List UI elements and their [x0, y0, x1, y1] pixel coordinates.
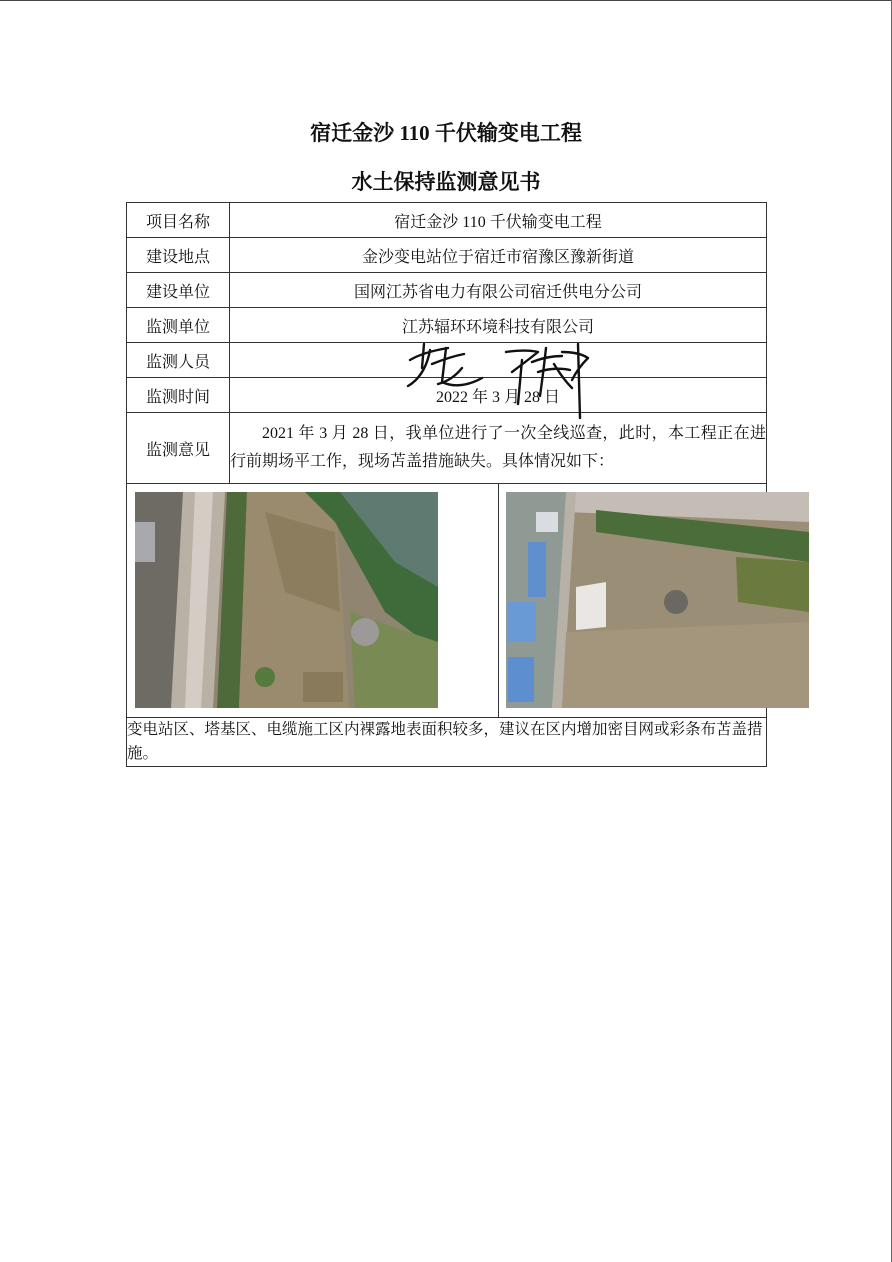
field-label: 项目名称 [127, 203, 230, 238]
aerial-photo-road-trees-bare-land [135, 492, 438, 708]
document-title: 宿迁金沙 110 千伏输变电工程 [310, 121, 582, 145]
form-row-construction-unit [127, 273, 767, 308]
handwritten-signature [402, 338, 602, 424]
monitoring-date-value: 2022 年 3 月 28 日 [230, 378, 767, 413]
form-row-summary [127, 718, 767, 767]
field-label: 建设地点 [127, 238, 230, 273]
field-label: 监测意见 [127, 413, 230, 484]
field-label: 建设单位 [127, 273, 230, 308]
monitoring-opinion-form [126, 202, 767, 767]
location-value: 金沙变电站位于宿迁市宿豫区豫新街道 [230, 238, 767, 273]
form-row-project-name [127, 203, 767, 238]
document-subtitle: 水土保持监测意见书 [351, 170, 541, 194]
summary-text: 变电站区、塔基区、电缆施工区内裸露地表面积较多，建议在区内增加密目网或彩条布苫盖措施。 [127, 718, 767, 767]
field-label: 监测人员 [127, 343, 230, 378]
form-row-location [127, 238, 767, 273]
photo-cell-right [498, 484, 767, 718]
field-label: 监测时间 [127, 378, 230, 413]
form-row-photos [127, 484, 767, 718]
photo-cell-left [127, 484, 499, 718]
field-label: 监测单位 [127, 308, 230, 343]
construction-unit-value: 国网江苏省电力有限公司宿迁供电分公司 [230, 273, 767, 308]
page-top-border [0, 0, 892, 1]
monitoring-unit-value: 江苏辐环环境科技有限公司 [230, 308, 767, 343]
aerial-photo-buildings-bare-site [506, 492, 809, 708]
opinion-text: 2021 年 3 月 28 日，我单位进行了一次全线巡查，此时，本工程正在进行前期场平工作，现场苫盖措施缺失。具体情况如下： [230, 413, 767, 484]
project-name-value: 宿迁金沙 110 千伏输变电工程 [230, 203, 767, 238]
